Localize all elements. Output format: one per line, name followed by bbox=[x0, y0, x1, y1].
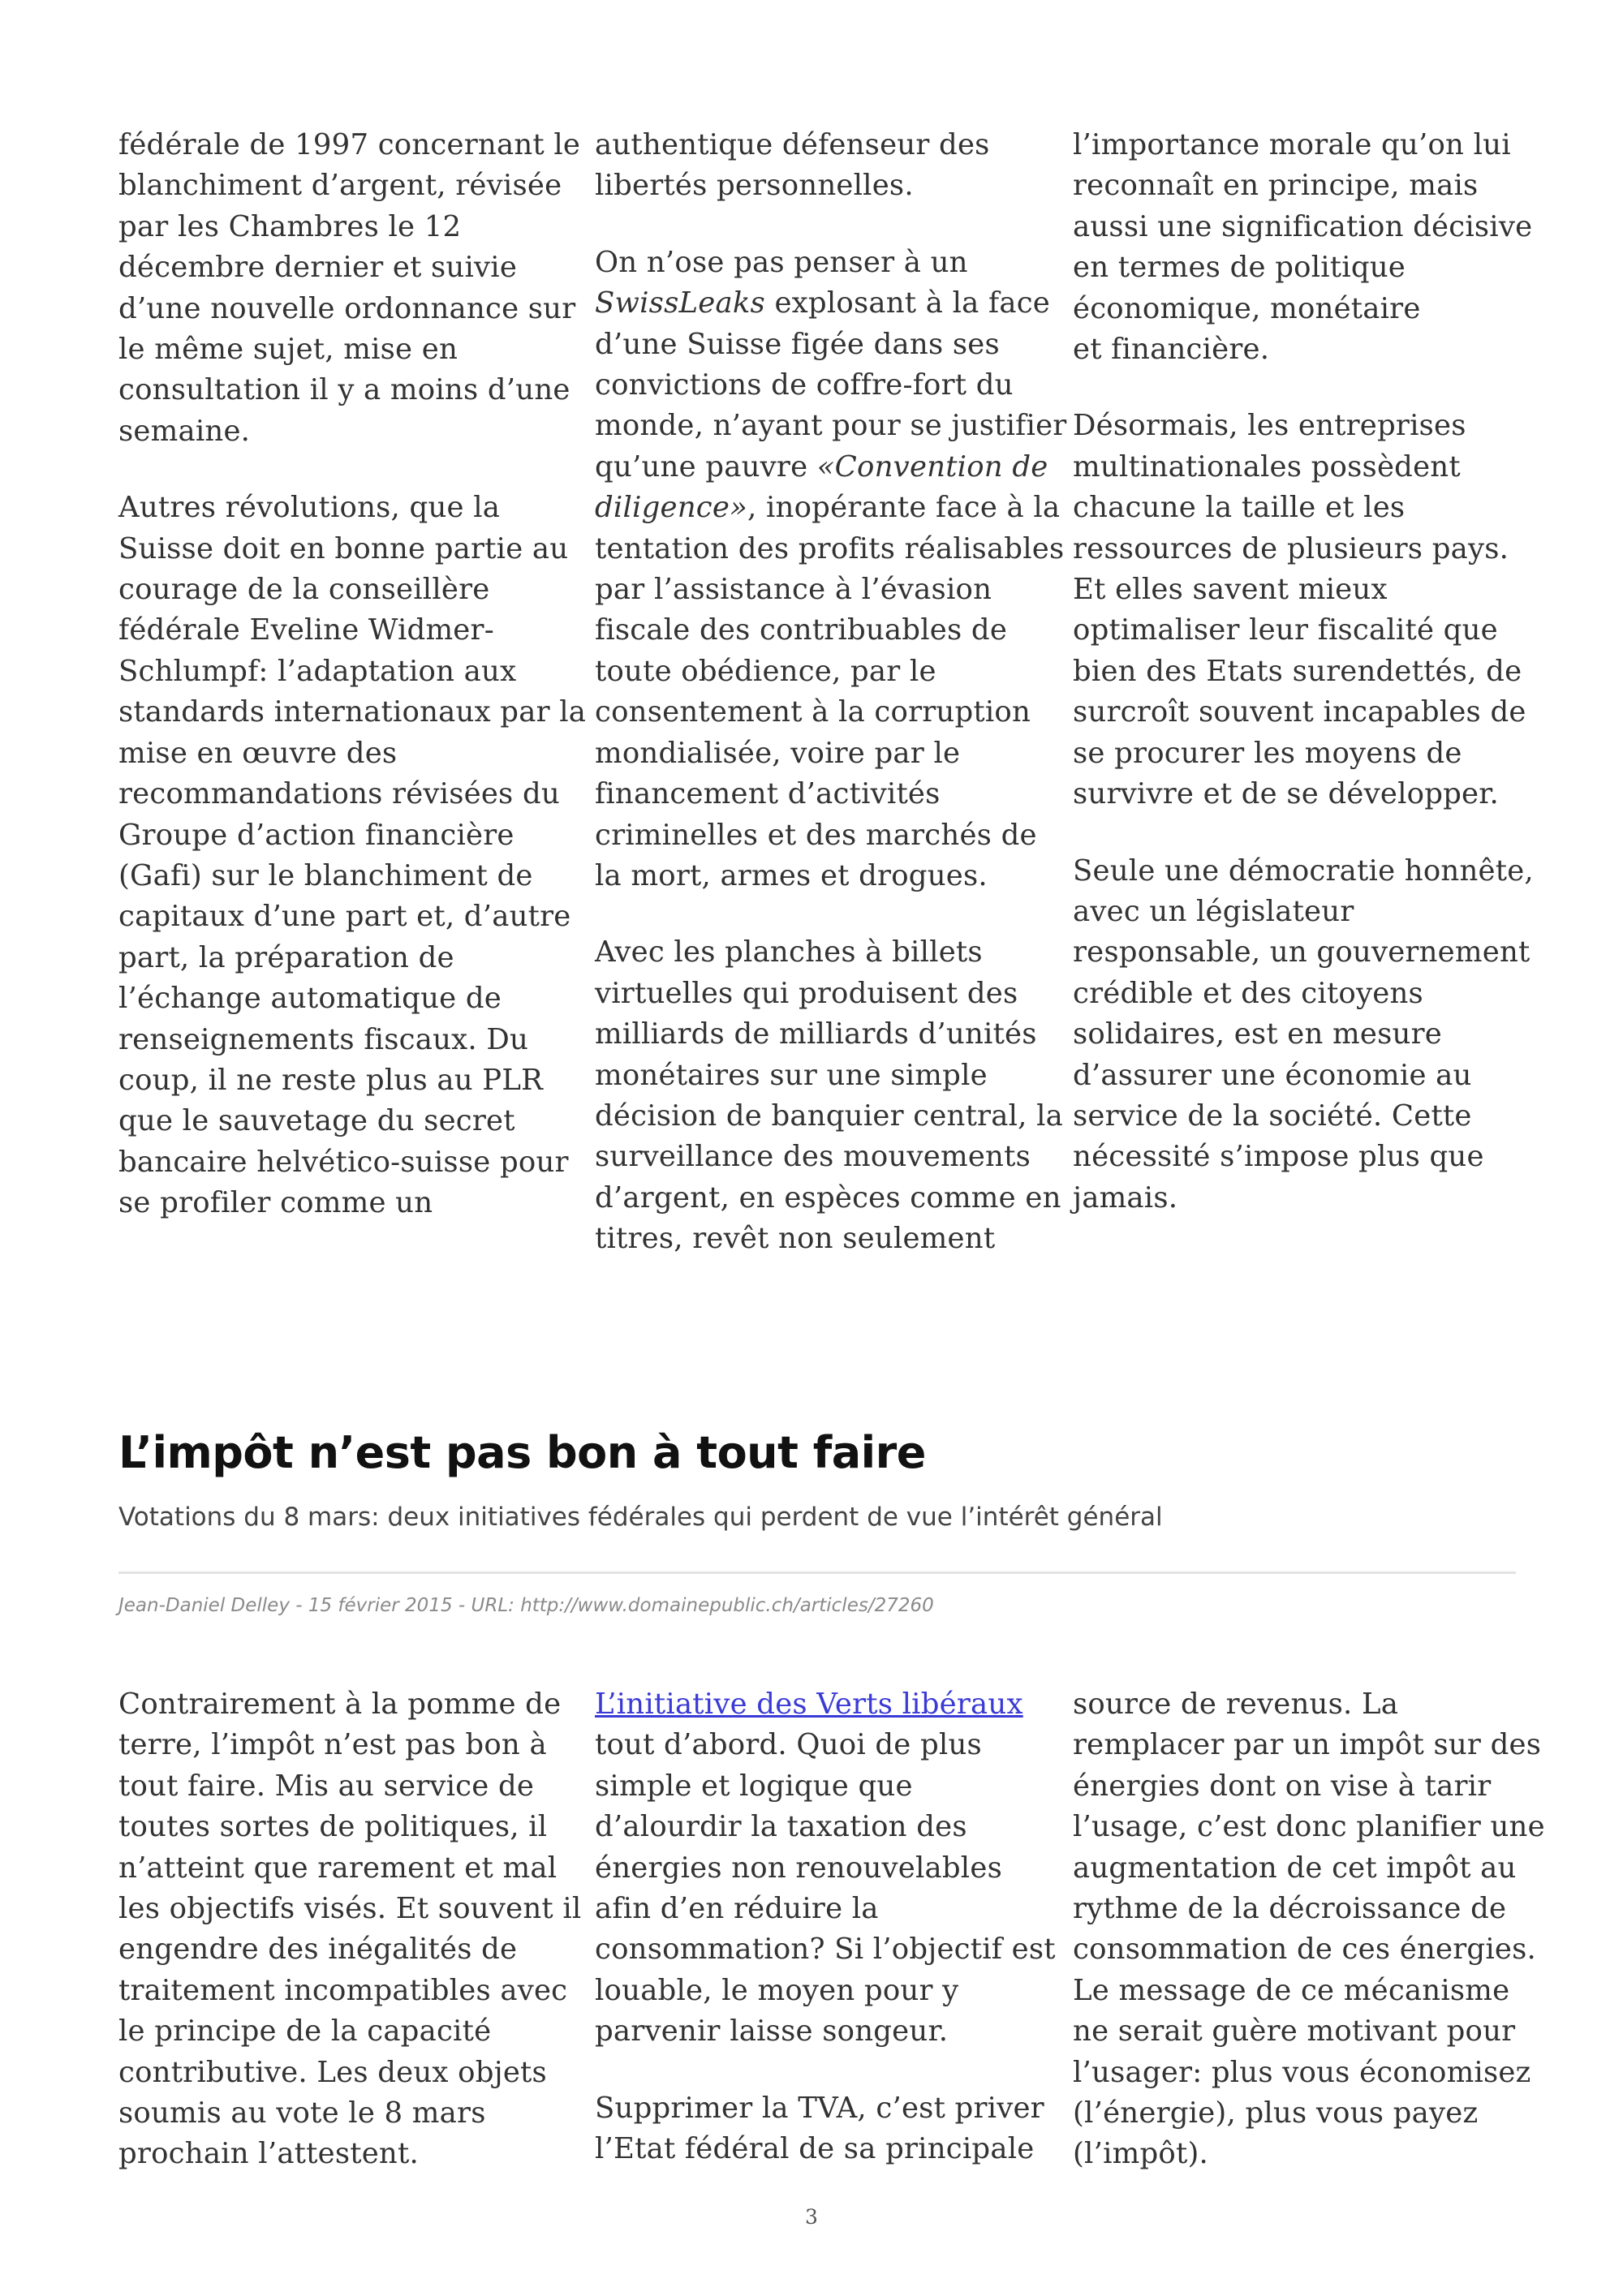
paragraph bbox=[118, 125, 581, 452]
text-line: criminelles et des marchés de bbox=[595, 818, 1037, 852]
text-line: bien des Etats surendettés, de bbox=[1073, 654, 1522, 688]
continued-column-3 bbox=[1073, 125, 1534, 1219]
text-line: responsable, un gouvernement bbox=[1073, 935, 1530, 970]
text-line: mise en œuvre des bbox=[118, 736, 398, 770]
text-line: nécessité s’impose plus que bbox=[1073, 1140, 1484, 1174]
text-line: les objectifs visés. Et souvent il bbox=[118, 1892, 582, 1926]
text-line: d’alourdir la taxation des bbox=[595, 1810, 967, 1844]
text-line: Désormais, les entreprises bbox=[1073, 409, 1466, 443]
text-line: afin d’en réduire la bbox=[595, 1892, 879, 1926]
text-line: simple et logique que bbox=[595, 1769, 913, 1803]
paragraph bbox=[118, 1684, 582, 2175]
text-line: consommation? Si l’objectif est bbox=[595, 1933, 1056, 1967]
text-line: multinationales possèdent bbox=[1073, 449, 1461, 484]
text-line: (Gafi) sur le blanchiment de bbox=[118, 858, 533, 892]
text-line: (l’énergie), plus vous payez bbox=[1073, 2096, 1479, 2130]
text-line: standards internationaux par la bbox=[118, 695, 587, 729]
text-line: tout d’abord. Quoi de plus bbox=[595, 1728, 982, 1762]
text-line: survivre et de se développer. bbox=[1073, 777, 1500, 811]
text-line: Avec les planches à billets bbox=[595, 935, 983, 970]
text-line: financement d’activités bbox=[595, 777, 941, 811]
text-line: semaine. bbox=[118, 414, 251, 448]
continued-column-2 bbox=[595, 125, 1067, 1260]
text-line: louable, le moyen pour y bbox=[595, 1973, 959, 2007]
text-line: contributive. Les deux objets bbox=[118, 2055, 547, 2089]
text-line: rythme de la décroissance de bbox=[1073, 1892, 1507, 1926]
text-line: monétaires sur une simple bbox=[595, 1058, 988, 1092]
text-line: jamais. bbox=[1073, 1180, 1178, 1215]
paragraph bbox=[595, 1684, 1056, 2053]
paragraph bbox=[1073, 851, 1534, 1219]
text-line: ne serait guère motivant pour bbox=[1073, 2014, 1516, 2049]
text-line: consommation de ces énergies. bbox=[1073, 1933, 1536, 1967]
text-line: toutes sortes de politiques, il bbox=[118, 1810, 548, 1844]
text-line: fédérale Eveline Widmer- bbox=[118, 613, 494, 647]
text-line: Contrairement à la pomme de bbox=[118, 1688, 562, 1721]
text-line: économique, monétaire bbox=[1073, 291, 1421, 325]
text-line: tentation des profits réalisables bbox=[595, 531, 1065, 565]
text-line: se procurer les moyens de bbox=[1073, 736, 1462, 770]
text-line: traitement incompatibles avec bbox=[118, 1973, 568, 2007]
text-line: d’assurer une économie au bbox=[1073, 1058, 1472, 1092]
text-line: engendre des inégalités de bbox=[118, 1933, 518, 1967]
text-line: consultation il y a moins d’une bbox=[118, 373, 570, 407]
text-line: titres, revêt non seulement bbox=[595, 1222, 996, 1256]
page-number: 3 bbox=[805, 2205, 818, 2229]
text-line: l’usager: plus vous économisez bbox=[1073, 2055, 1531, 2089]
text-line: mondialisée, voire par le bbox=[595, 736, 961, 770]
text-line: augmentation de cet impôt au bbox=[1073, 1851, 1517, 1885]
text-line: surcroît souvent incapables de bbox=[1073, 695, 1526, 729]
text-line: fiscale des contribuables de bbox=[595, 613, 1008, 647]
text-line: bancaire helvético-suisse pour bbox=[118, 1145, 569, 1179]
divider bbox=[118, 1572, 1516, 1574]
article-byline: Jean-Daniel Delley - 15 février 2015 - URL: http://www.domainepublic.ch/articles/27260 bbox=[118, 1595, 934, 1616]
text-line: parvenir laisse songeur. bbox=[595, 2014, 949, 2049]
article-column-3 bbox=[1073, 1684, 1545, 2175]
text-line: avec un législateur bbox=[1073, 894, 1354, 928]
text-line: Et elles savent mieux bbox=[1073, 573, 1388, 607]
continued-column-1 bbox=[118, 125, 587, 1224]
text-line: Schlumpf: l’adaptation aux bbox=[118, 654, 517, 688]
paragraph bbox=[595, 932, 1064, 1259]
text-line: surveillance des mouvements bbox=[595, 1140, 1031, 1174]
text-line: le principe de la capacité bbox=[118, 2014, 492, 2049]
text-line: coup, il ne reste plus au PLR bbox=[118, 1063, 544, 1097]
text-line: libertés personnelles. bbox=[595, 169, 914, 203]
text-line: reconnaît en principe, mais bbox=[1073, 169, 1479, 203]
text-line: part, la préparation de bbox=[118, 940, 454, 974]
paragraph bbox=[595, 2088, 1044, 2170]
text-line: source de revenus. La bbox=[1073, 1688, 1399, 1721]
article-column-2 bbox=[595, 1684, 1056, 2169]
text-line: que le sauvetage du secret bbox=[118, 1104, 515, 1138]
text-line: chacune la taille et les bbox=[1073, 491, 1406, 525]
article-column-1 bbox=[118, 1684, 582, 2175]
text-line: en termes de politique bbox=[1073, 251, 1406, 285]
text-line: n’atteint que rarement et mal bbox=[118, 1851, 558, 1885]
text-line: décembre dernier et suivie bbox=[118, 251, 518, 285]
article-title: L’impôt n’est pas bon à tout faire bbox=[118, 1427, 926, 1478]
text-line: d’argent, en espèces comme en bbox=[595, 1180, 1061, 1215]
text-line: Le message de ce mécanisme bbox=[1073, 1973, 1510, 2007]
paragraph bbox=[1073, 406, 1526, 815]
text-line: énergies non renouvelables bbox=[595, 1851, 1002, 1885]
paragraph bbox=[1073, 1684, 1545, 2175]
article-subtitle: Votations du 8 mars: deux initiatives fédérales qui perdent de vue l’intérêt général bbox=[118, 1503, 1163, 1532]
text-line: toute obédience, par le bbox=[595, 654, 936, 688]
text-line: énergies dont on vise à tarir bbox=[1073, 1769, 1492, 1803]
text-line: virtuelles qui produisent des bbox=[595, 976, 1018, 1010]
paragraph bbox=[595, 125, 1040, 207]
text-line: l’importance morale qu’on lui bbox=[1073, 128, 1511, 161]
text-line: authentique défenseur des bbox=[595, 128, 990, 161]
text-line: renseignements fiscaux. Du bbox=[118, 1022, 529, 1056]
text-line: consentement à la corruption bbox=[595, 695, 1031, 729]
text-line: ressources de plusieurs pays. bbox=[1073, 531, 1509, 565]
text-line: d’une nouvelle ordonnance sur bbox=[118, 291, 576, 325]
text-line: milliards de milliards d’unités bbox=[595, 1017, 1037, 1051]
text-line: la mort, armes et drogues. bbox=[595, 858, 988, 892]
text-line: service de la société. Cette bbox=[1073, 1099, 1472, 1133]
text-line: l’échange automatique de bbox=[118, 982, 502, 1016]
paragraph bbox=[118, 488, 587, 1223]
paragraph bbox=[1073, 125, 1533, 370]
text-line: l’Etat fédéral de sa principale bbox=[595, 2132, 1035, 2166]
text-line: se profiler comme un bbox=[118, 1186, 433, 1220]
text-line: l’usage, c’est donc planifier une bbox=[1073, 1810, 1545, 1844]
verts-liberaux-initiative-link[interactable]: L’initiative des Verts libéraux bbox=[595, 1688, 1023, 1721]
text-line: Seule une démocratie honnête, bbox=[1073, 853, 1534, 888]
text-line: solidaires, est en mesure bbox=[1073, 1017, 1442, 1051]
text-line: blanchiment d’argent, révisée bbox=[118, 169, 562, 203]
text-line: aussi une signification décisive bbox=[1073, 209, 1533, 243]
text-line: (l’impôt). bbox=[1073, 2137, 1209, 2171]
text-line: courage de la conseillère bbox=[118, 573, 490, 607]
text-line: décision de banquier central, la bbox=[595, 1099, 1064, 1133]
text-line: capitaux d’une part et, d’autre bbox=[118, 900, 571, 934]
text-line: par les Chambres le 12 bbox=[118, 209, 462, 243]
text-line: Autres révolutions, que la bbox=[118, 491, 501, 525]
text-line: tout faire. Mis au service de bbox=[118, 1769, 535, 1803]
emphasis: SwissLeaks bbox=[595, 286, 765, 320]
emphasis: diligence» bbox=[595, 491, 747, 525]
text-line: prochain l’attestent. bbox=[118, 2137, 419, 2171]
text-line: Groupe d’action financière bbox=[118, 818, 514, 852]
text-line: soumis au vote le 8 mars bbox=[118, 2096, 486, 2130]
text-line: Supprimer la TVA, c’est priver bbox=[595, 2091, 1044, 2125]
text-line: remplacer par un impôt sur des bbox=[1073, 1728, 1542, 1762]
text-line: et financière. bbox=[1073, 333, 1270, 367]
text-line: par l’assistance à l’évasion bbox=[595, 573, 992, 607]
text-line: optimaliser leur fiscalité que bbox=[1073, 613, 1498, 647]
text-line: crédible et des citoyens bbox=[1073, 976, 1423, 1010]
paragraph: On n’ose pas penser à un SwissLeaks explosant à la face d’une Suisse figée dans ses convictions de coffre-fort du monde, n’ayant pour se justifier qu’une pauvre «Convention de diligence», inopérante face à la tentation des profits réalisables par l’assistance à l’évasion fiscale des contribuables de toute obédience, par le consentement à la corruption mondialisée, voire par le financement d’activités criminelles et des marchés de la mort, armes et drogues. bbox=[595, 243, 1040, 897]
text-line: le même sujet, mise en bbox=[118, 333, 458, 367]
text-line: fédérale de 1997 concernant le bbox=[118, 128, 581, 161]
text-line: Suisse doit en bonne partie au bbox=[118, 531, 569, 565]
emphasis: «Convention de bbox=[816, 449, 1048, 484]
text-line: terre, l’impôt n’est pas bon à bbox=[118, 1728, 547, 1762]
text-line: recommandations révisées du bbox=[118, 777, 560, 811]
